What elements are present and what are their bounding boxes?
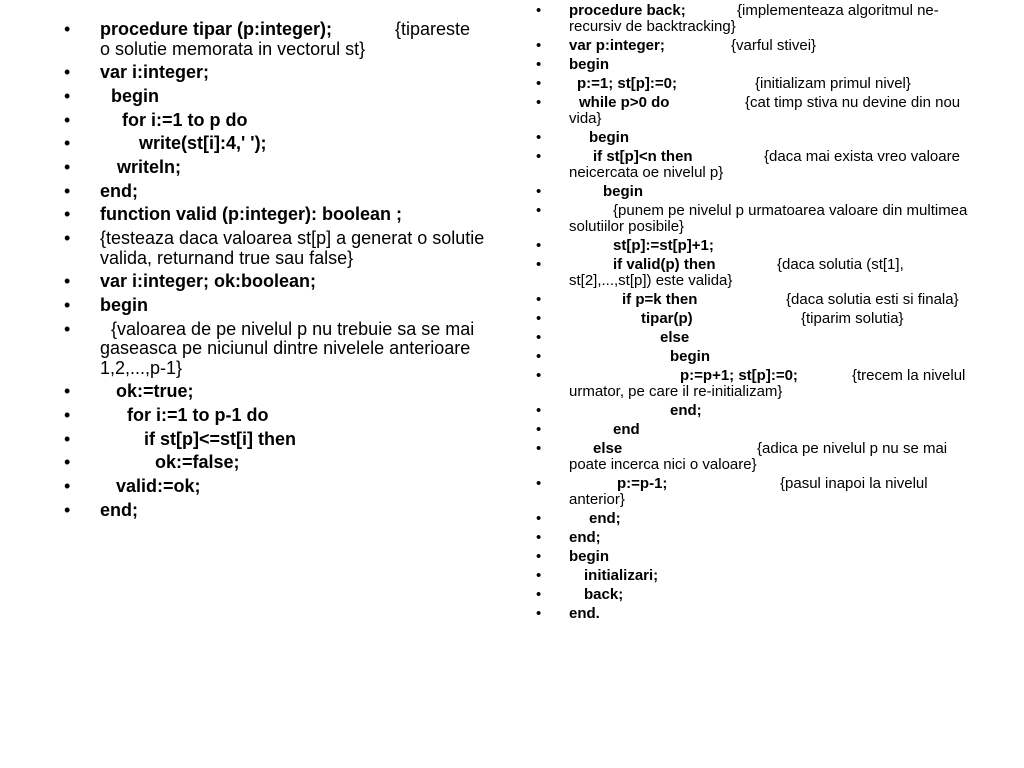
bullet: • [536, 310, 542, 327]
bullet: • [64, 404, 71, 425]
code-text: valid:=ok; [116, 476, 201, 496]
code-text: writeln; [117, 156, 182, 177]
code-text: else [593, 440, 623, 457]
code-text: begin [111, 85, 159, 106]
bullet: • [64, 228, 71, 248]
bullet: • [64, 133, 71, 154]
code-line [64, 381, 485, 402]
bullet: • [64, 62, 71, 83]
bullet: • [536, 475, 542, 492]
bullet: • [64, 271, 71, 292]
code-text: end; [569, 529, 601, 546]
bullet: • [64, 381, 71, 402]
code-line [536, 237, 969, 254]
code-text: for i:=1 to p-1 do [127, 404, 269, 425]
comment-text: {punem pe nivelul p urmatoarea valoare din multimea solutiilor posibile} [569, 202, 968, 235]
code-line [536, 510, 969, 527]
code-line [536, 402, 969, 419]
code-text: begin [670, 348, 710, 365]
code-text: if p=k then [622, 291, 698, 308]
code-text: end. [569, 605, 600, 622]
comment-text: {trecem la nivelul urmator, pe care il re-initializam} [569, 367, 966, 400]
code-text: initializari; [584, 567, 659, 584]
bullet: • [536, 548, 542, 565]
code-line [64, 271, 485, 292]
bullet: • [64, 109, 71, 130]
comment-text: {varful stivei} [731, 37, 817, 54]
code-text: if valid(p) then [613, 256, 716, 273]
comment-text: {pasul inapoi la nivelul anterior} [569, 475, 928, 508]
code-text: end; [100, 499, 138, 520]
code-line [536, 94, 969, 127]
code-text: p:=p+1; st[p]:=0; [680, 367, 798, 384]
code-text: begin [603, 183, 643, 200]
code-line [64, 109, 485, 131]
code-line [536, 56, 969, 73]
code-text: var i:integer; ok:boolean; [100, 271, 317, 292]
bullet: • [536, 291, 542, 308]
right-code-list [536, 2, 969, 625]
bullet: • [64, 19, 71, 39]
code-text: begin [569, 56, 609, 73]
code-line [536, 529, 969, 546]
code-text: st[p]:=st[p]+1; [613, 237, 714, 254]
bullet: • [64, 156, 71, 177]
bullet: • [536, 329, 542, 346]
code-line [536, 440, 969, 473]
code-text: p:=p-1; [617, 475, 668, 492]
bullet: • [64, 476, 71, 496]
comment-text: {adica pe nivelul p nu se mai poate incerca nici o valoare} [569, 440, 948, 473]
comment-text: {daca mai exista vreo valoare neicercata oe nivelul p} [569, 148, 960, 181]
bullet: • [536, 129, 542, 146]
code-text: else [660, 329, 690, 346]
code-text: begin [589, 129, 629, 146]
code-line [536, 586, 969, 603]
left-code-list [64, 19, 485, 524]
code-text: begin [100, 294, 148, 315]
bullet: • [536, 75, 542, 92]
code-line [64, 428, 485, 450]
code-line [64, 180, 485, 202]
code-text: procedure tipar (p:integer); [100, 19, 333, 39]
bullet: • [536, 256, 542, 273]
code-line [536, 37, 969, 54]
code-text: write(st[i]:4,' '); [139, 133, 267, 154]
code-text: procedure back; [569, 2, 686, 19]
code-line [64, 476, 485, 497]
code-text: if st[p]<=st[i] then [144, 428, 296, 449]
code-line [64, 452, 485, 473]
code-line [64, 62, 485, 83]
code-text: end [613, 421, 640, 438]
bullet: • [64, 318, 71, 339]
code-text: var p:integer; [569, 37, 665, 54]
code-line [536, 2, 969, 35]
code-line [536, 291, 969, 308]
code-text: for i:=1 to p do [122, 109, 248, 130]
code-line [64, 228, 485, 268]
comment-text: {tiparim solutia} [801, 310, 904, 327]
comment-text: {testeaza daca valoarea st[p] a generat o solutie valida, returnand true sau false} [100, 228, 485, 268]
bullet: • [64, 180, 71, 201]
comment-text: {valoarea de pe nivelul p nu trebuie sa se mai gaseasca pe niciunul dintre nivelele anterioare 1,2,...,p-1} [100, 318, 475, 378]
bullet: • [536, 586, 542, 603]
code-text: if st[p]<n then [593, 148, 693, 165]
bullet: • [536, 529, 542, 546]
bullet: • [536, 202, 542, 219]
comment-text: {daca solutia esti si finala} [786, 291, 959, 308]
code-text: ok:=true; [116, 381, 194, 402]
code-line [64, 204, 485, 225]
code-text: ok:=false; [155, 452, 240, 473]
code-text: back; [584, 586, 624, 603]
bullet: • [64, 452, 71, 473]
code-line [536, 148, 969, 181]
code-line [64, 294, 485, 316]
comment-text: {implementeaza algoritmul ne-recursiv de backtracking} [569, 2, 939, 35]
bullet: • [536, 2, 542, 19]
code-line [536, 605, 969, 622]
bullet: • [536, 440, 542, 457]
code-line [64, 404, 485, 426]
code-line [536, 310, 969, 327]
bullet: • [64, 204, 71, 225]
code-text: begin [569, 548, 609, 565]
comment-text: {daca solutia (st[1], st[2],...,st[p]) este valida} [569, 256, 904, 289]
comment-text: {cat timp stiva nu devine din nou vida} [569, 94, 961, 127]
code-line [536, 183, 969, 200]
bullet: • [536, 237, 542, 254]
bullet: • [536, 421, 542, 438]
code-text: end; [100, 180, 138, 201]
bullet: • [536, 605, 542, 622]
code-line [536, 567, 969, 584]
bullet: • [536, 37, 542, 54]
bullet: • [64, 294, 71, 315]
code-line [536, 129, 969, 146]
code-line [536, 367, 969, 400]
code-text: p:=1; st[p]:=0; [577, 75, 678, 92]
bullet: • [536, 348, 542, 365]
bullet: • [64, 85, 71, 106]
bullet: • [536, 510, 542, 527]
code-line [64, 133, 485, 154]
bullet: • [536, 402, 542, 419]
code-line [536, 202, 969, 235]
bullet: • [536, 183, 542, 200]
code-text: end; [670, 402, 702, 419]
bullet: • [536, 367, 542, 384]
code-line [536, 256, 969, 289]
code-line [536, 421, 969, 438]
code-text: while p>0 do [579, 94, 670, 111]
bullet: • [64, 499, 71, 520]
code-text: function valid (p:integer): boolean ; [100, 204, 402, 225]
code-text: tipar(p) [641, 310, 693, 327]
comment-text: {tipareste o solutie memorata in vectorul st} [100, 19, 471, 59]
code-line [64, 85, 485, 107]
bullet: • [536, 567, 542, 584]
code-text: end; [589, 510, 621, 527]
bullet: • [64, 428, 71, 449]
code-line [64, 499, 485, 521]
code-text: var i:integer; [100, 62, 210, 83]
code-line [64, 19, 485, 59]
code-line [536, 475, 969, 508]
bullet: • [536, 148, 542, 165]
code-line [536, 348, 969, 365]
bullet: • [536, 56, 542, 73]
code-line [536, 548, 969, 565]
code-line [64, 156, 485, 178]
code-line [536, 329, 969, 346]
code-line [64, 318, 485, 379]
bullet: • [536, 94, 542, 111]
code-line [536, 75, 969, 92]
comment-text: {initializam primul nivel} [755, 75, 911, 92]
